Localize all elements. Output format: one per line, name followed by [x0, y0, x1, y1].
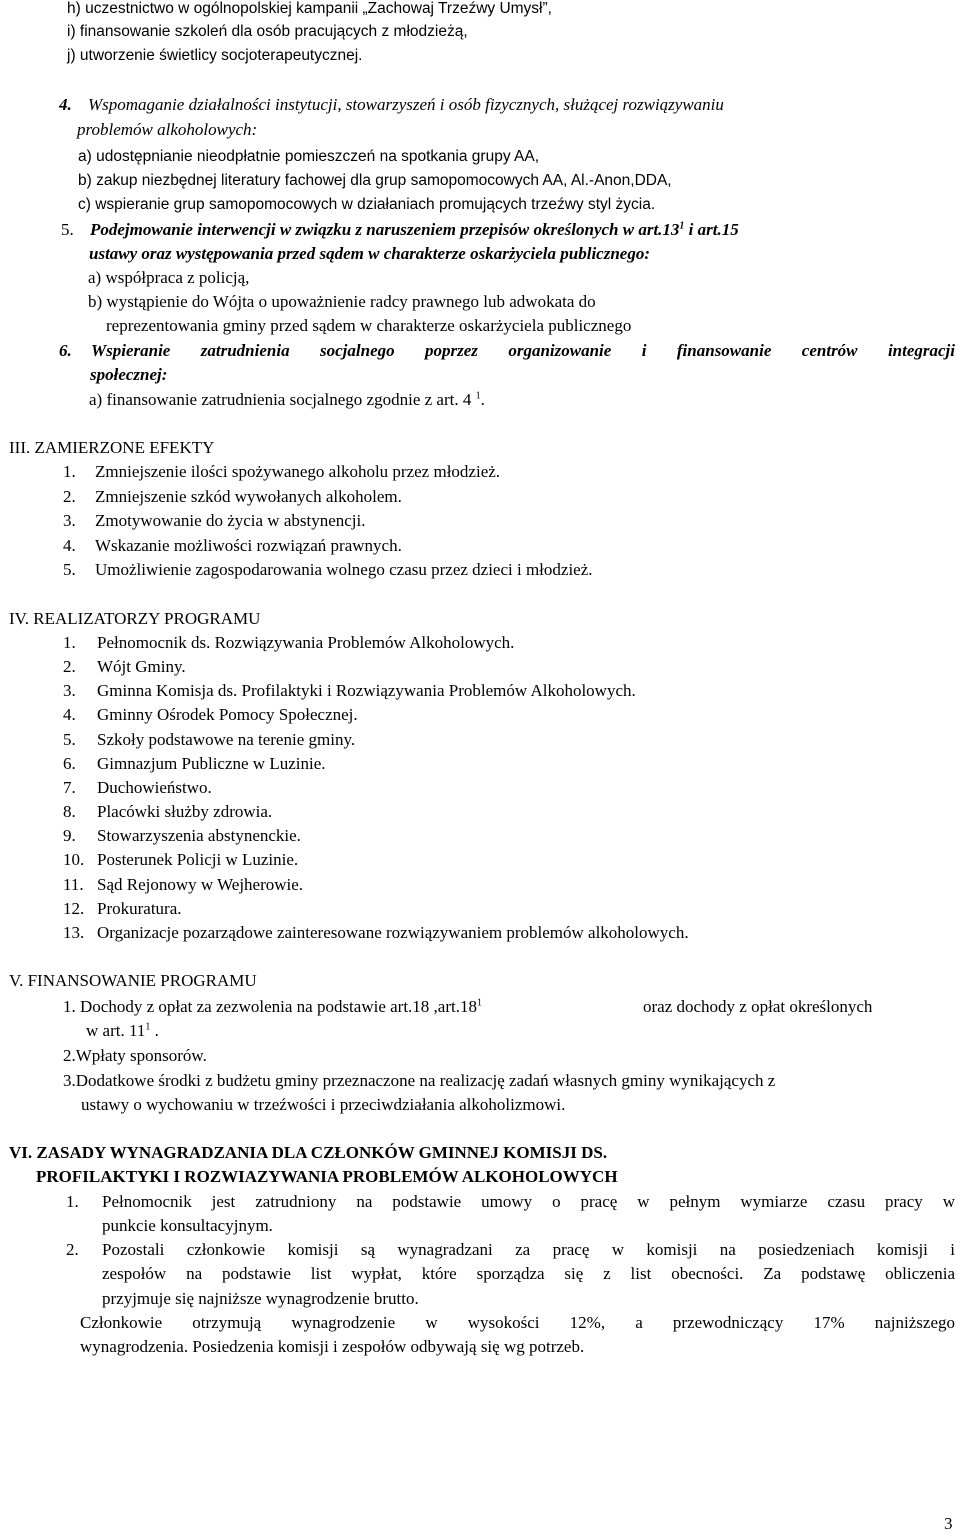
section-iii-heading: III. ZAMIERZONE EFEKTY — [9, 438, 215, 457]
section-iii-item-text: Zmniejszenie ilości spożywanego alkoholu przez młodzież. — [95, 462, 501, 481]
section-4-title-line1: Wspomaganie działalności instytucji, stowarzyszeń i osób fizycznych, służącej rozwiązywaniu — [88, 95, 724, 114]
section-vi-heading-line1: VI. ZASADY WYNAGRADZANIA DLA CZŁONKÓW GMINNEJ KOMISJI DS. — [9, 1143, 608, 1162]
section-iv-item-text: Gminny Ośrodek Pomocy Społecznej. — [97, 705, 358, 725]
section-iii-item-number: 4. — [63, 535, 76, 555]
section-iv-item-number: 8. — [63, 802, 76, 822]
section-iii-item-text: Zmniejszenie szkód wywołanych alkoholem. — [95, 486, 402, 506]
section-iv-item-text: Gimnazjum Publiczne w Luzinie. — [97, 753, 326, 773]
section-iii-item-text: Umożliwienie zagospodarowania wolnego czasu przez dzieci i młodzież. — [95, 560, 593, 580]
section-iv-item-number: 3. — [63, 681, 76, 701]
section-iv-item-number: 11. — [63, 874, 84, 894]
section-vi-heading-line2: PROFILAKTYKI I ROZWIAZYWANIA PROBLEMÓW ALKOHOLOWYCH — [36, 1167, 618, 1186]
section-iv-item-number: 7. — [63, 777, 76, 797]
section-iv-item-number: 9. — [63, 826, 76, 846]
section-vi-item-1-line1: Pełnomocnik jest zatrudniony na podstawie umowy o pracę w pełnym wymiarze czasu pracy w — [102, 1192, 955, 1211]
section-iv-item-text: Duchowieństwo. — [97, 777, 212, 797]
section-4-item-a: a) udostępnianie nieodpłatnie pomieszczeń na spotkania grupy AA, — [78, 148, 540, 165]
section-4-number: 4. — [59, 95, 72, 114]
section-vi-paragraph-line2: wynagrodzenia. Posiedzenia komisji i zespołów odbywają się wg potrzeb. — [80, 1337, 585, 1356]
section-vi-item-2-line1: Pozostali członkowie komisji są wynagradzani za pracę w komisji na posiedzeniach komisji i — [102, 1240, 955, 1259]
section-iii-item-text: Wskazanie możliwości rozwiązań prawnych. — [95, 535, 402, 555]
section-5-item-b: b) wystąpienie do Wójta o upoważnienie radcy prawnego lub adwokata do — [88, 292, 596, 311]
page-number: 3 — [944, 1514, 953, 1533]
section-6-item-a: a) finansowanie zatrudnienia socjalnego zgodnie z art. 4 $^1$. — [89, 390, 485, 409]
section-vi-paragraph-line1: Członkowie otrzymują wynagrodzenie w wysokości 12%, a przewodniczący 17% najniższego — [80, 1313, 955, 1332]
section-iii-item-number: 1. — [63, 462, 76, 481]
section-6-number: 6. — [59, 341, 72, 360]
section-5-title-line1: Podejmowanie interwencji w związku z naruszeniem przepisów określonych w $art.13^1$ i art.15 — [90, 220, 739, 239]
section-iii-item-number: 2. — [63, 486, 76, 506]
section-vi-item-2-line2: zespołów na podstawie list wypłat, które sporządza się z list obecności. Za podstawę obliczenia — [102, 1264, 955, 1283]
section-4-item-b: b) zakup niezbędnej literatury fachowej dla grup samopomocowych AA, Al.-Anon,DDA, — [78, 172, 672, 189]
section-4-item-c: c) wspieranie grup samopomocowych w działaniach promujących trzeźwy styl życia. — [78, 196, 656, 213]
section-iv-item-text: Sąd Rejonowy w Wejherowie. — [97, 874, 304, 894]
section-6-title-line1: Wspieranie zatrudnienia socjalnego poprzez organizowanie i finansowanie centrów integracji — [91, 341, 955, 360]
section-v-item-3: 3.Dodatkowe środki z budżetu gminy przeznaczone na realizację zadań własnych gminy wynikających z — [63, 1071, 776, 1090]
section-iv-item-text: Organizacje pozarządowe zainteresowane rozwiązywaniem problemów alkoholowych. — [97, 922, 689, 942]
section-vi-item-1-line2: punkcie konsultacyjnym. — [102, 1216, 273, 1235]
list-item-h: h) uczestnictwo w ogólnopolskiej kampanii „Zachowaj Trzeźwy Umysł”, — [67, 0, 552, 17]
section-iv-item-text: Prokuratura. — [97, 898, 182, 918]
section-iv-item-number: 4. — [63, 705, 76, 725]
section-iii-item-number: 5. — [63, 560, 76, 580]
section-5-number: 5. — [61, 220, 74, 239]
section-v-item-1-end: oraz dochody z opłat określonych — [643, 997, 873, 1016]
section-iv-item-number: 6. — [63, 753, 76, 773]
section-v-item-1-cont: w art. $11^1$ . — [86, 1021, 159, 1040]
section-iv-item-number: 2. — [63, 657, 76, 677]
section-5-title-line2: ustawy oraz występowania przed sądem w charakterze oskarżyciela publicznego: — [89, 244, 651, 263]
section-iv-item-text: Gminna Komisja ds. Profilaktyki i Rozwiązywania Problemów Alkoholowych. — [97, 681, 636, 701]
list-item-j: j) utworzenie świetlicy socjoterapeutycznej. — [67, 47, 363, 64]
section-v-heading: V. FINANSOWANIE PROGRAMU — [9, 971, 257, 990]
section-iv-item-text: Placówki służby zdrowia. — [97, 802, 273, 822]
section-iv-item-text: Wójt Gminy. — [97, 657, 186, 677]
section-iv-item-text: Pełnomocnik ds. Rozwiązywania Problemów Alkoholowych. — [97, 633, 515, 652]
section-iii-item-text: Zmotywowanie do życia w abstynencji. — [95, 511, 366, 531]
section-iii-item-number: 3. — [63, 511, 76, 531]
section-iv-item-number: 13. — [63, 922, 85, 942]
section-v-item-3-cont: ustawy o wychowaniu w trzeźwości i przeciwdziałania alkoholizmowi. — [81, 1095, 566, 1114]
list-item-i: i) finansowanie szkoleń dla osób pracujących z młodzieżą, — [67, 23, 468, 40]
section-5-item-a: a) współpraca z policją, — [88, 268, 250, 287]
section-iv-item-number: 10. — [63, 850, 85, 870]
section-6-title-line2: społecznej: — [90, 365, 168, 384]
section-iv-heading: IV. REALIZATORZY PROGRAMU — [9, 609, 261, 628]
section-iv-item-text: Stowarzyszenia abstynenckie. — [97, 826, 301, 846]
section-5-item-b-cont: reprezentowania gminy przed sądem w charakterze oskarżyciela publicznego — [106, 316, 632, 335]
section-iv-item-number: 12. — [63, 898, 85, 918]
section-vi-item-1-number: 1. — [66, 1192, 79, 1211]
section-v-item-1: 1. Dochody z opłat za zezwolenia na podstawie art.18 $,art.18^1$ — [63, 997, 482, 1016]
section-vi-item-2-number: 2. — [66, 1240, 79, 1259]
section-4-title-line2: problemów alkoholowych: — [77, 120, 258, 139]
section-vi-item-2-line3: przyjmuje się najniższe wynagrodzenie brutto. — [102, 1289, 419, 1308]
section-iv-item-number: 1. — [63, 633, 76, 652]
section-iv-item-text: Posterunek Policji w Luzinie. — [97, 850, 299, 870]
section-v-item-2: 2.Wpłaty sponsorów. — [63, 1046, 207, 1065]
section-iv-item-text: Szkoły podstawowe na terenie gminy. — [97, 729, 356, 749]
section-iv-item-number: 5. — [63, 729, 76, 749]
